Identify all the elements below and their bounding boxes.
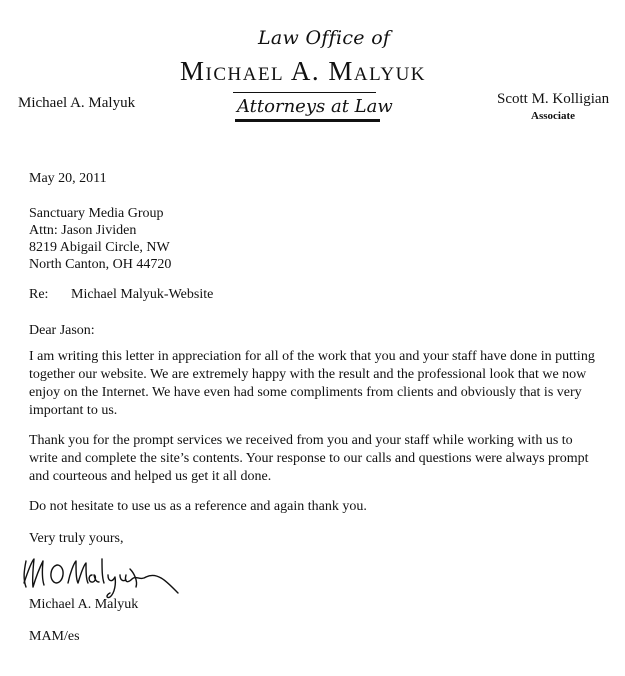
body-paragraph-2: Thank you for the prompt services we received from you and your staff while working with us to write and complete the site’s contents. Your response to our calls and questions were always prompt and courteous and helped us get it all done. [29, 433, 589, 484]
salutation: Dear Jason: [29, 323, 95, 338]
re-label: Re: [29, 287, 49, 302]
letterhead-rule-top [233, 92, 376, 93]
signer-name: Michael A. Malyuk [29, 597, 139, 612]
closing: Very truly yours, [29, 531, 124, 546]
firm-name: Michael A. Malyuk [180, 56, 427, 86]
law-office-of-heading: Law Office of [258, 27, 391, 49]
recipient-line-1: Sanctuary Media Group [29, 206, 164, 221]
recipient-line-4: North Canton, OH 44720 [29, 257, 172, 272]
attorneys-at-law-tagline: Attorneys at Law [237, 96, 393, 117]
re-subject: Michael Malyuk-Website [71, 287, 214, 302]
associate-title: Associate [531, 110, 575, 122]
associate-name: Scott M. Kolligian [497, 91, 610, 107]
letterhead-rule-bottom [235, 119, 380, 122]
recipient-line-2: Attn: Jason Jividen [29, 223, 137, 238]
partner-name-left: Michael A. Malyuk [18, 95, 136, 111]
recipient-line-3: 8219 Abigail Circle, NW [29, 240, 170, 255]
body-paragraph-1: I am writing this letter in appreciation for all of the work that you and your staff have done in putting together our website. We are extremely happy with the result and the professional look that we now enjoy on the Internet. We have even had some compliments from clients and obviously that is very important to us. [29, 349, 595, 418]
body-paragraph-3: Do not hesitate to use us as a reference and again thank you. [29, 499, 367, 514]
typist-initials: MAM/es [29, 629, 80, 644]
letter-date: May 20, 2011 [29, 171, 107, 186]
